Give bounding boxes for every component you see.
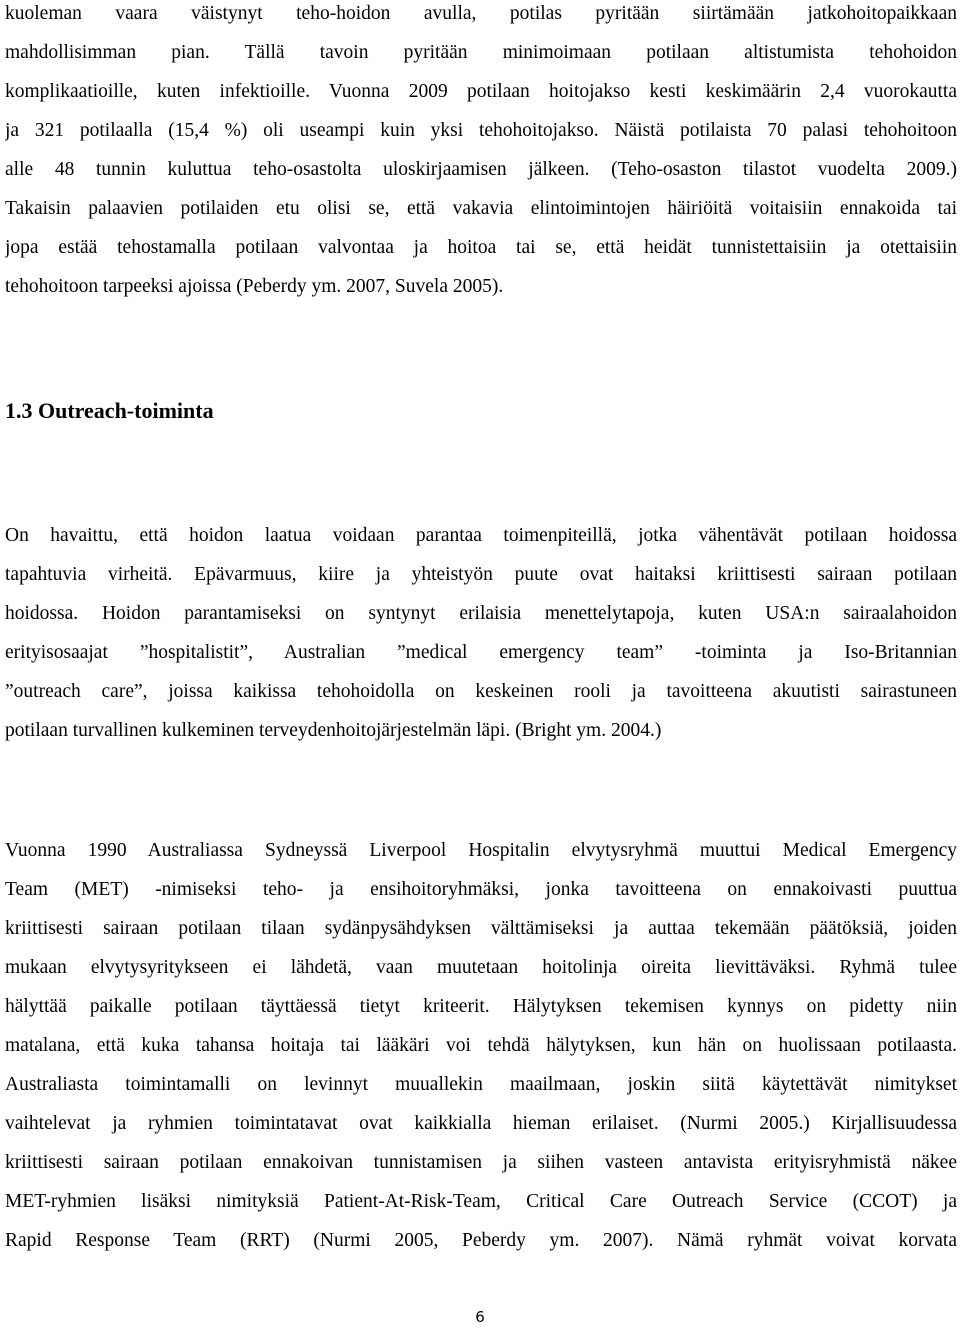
text-line: potilaan turvallinen kulkeminen terveydenhoitojärjestelmän läpi. (Bright ym. 2004.) bbox=[5, 720, 662, 741]
text-line: erityisosaajat ”hospitalistit”, Australian ”medical emergency team” -toiminta ja Iso-Britannian bbox=[5, 642, 957, 663]
text-line: hoidossa. Hoidon parantamiseksi on syntynyt erilaisia menettelytapoja, kuten USA:n sairaalahoidon bbox=[5, 603, 957, 624]
text-line: matalana, että kuka tahansa hoitaja tai lääkäri voi tehdä hälytyksen, kun hän on huolissaan potilaasta. bbox=[5, 1035, 957, 1056]
page-number: 6 bbox=[475, 1308, 485, 1326]
text-line: tapahtuvia virheitä. Epävarmuus, kiire ja yhteistyön puute ovat haitaksi kriittisesti sairaan potilaan bbox=[5, 564, 957, 585]
text-line: tehohoitoon tarpeeksi ajoissa (Peberdy ym. 2007, Suvela 2005). bbox=[5, 276, 504, 297]
text-line: ”outreach care”, joissa kaikissa tehohoidolla on keskeinen rooli ja tavoitteena akuutisti sairastuneen bbox=[5, 681, 957, 702]
text-line: ja 321 potilaalla (15,4 %) oli useampi kuin yksi tehohoitojakso. Näistä potilaista 70 palasi tehohoitoon bbox=[5, 120, 957, 141]
text-line: komplikaatioille, kuten infektioille. Vuonna 2009 potilaan hoitojakso kesti keskimäärin 2,4 vuorokautta bbox=[5, 81, 957, 102]
paragraph-outreach bbox=[5, 516, 957, 750]
text-line: Vuonna 1990 Australiassa Sydneyssä Liverpool Hospitalin elvytysryhmä muuttui Medical Emergency bbox=[5, 840, 957, 861]
text-line: kuoleman vaara väistynyt teho-hoidon avulla, potilas pyritään siirtämään jatkohoitopaikkaan bbox=[5, 3, 957, 24]
section-heading: 1.3 Outreach-toiminta bbox=[5, 398, 214, 423]
text-line: mahdollisimman pian. Tällä tavoin pyritään minimoimaan potilaan altistumista tehohoidon bbox=[5, 42, 957, 63]
text-line: On havaittu, että hoidon laatua voidaan parantaa toimenpiteillä, jotka vähentävät potilaan hoidossa bbox=[5, 525, 957, 546]
text-line: hälyttää paikalle potilaan täyttäessä tietyt kriteerit. Hälytyksen tekemisen kynnys on pidetty niin bbox=[5, 996, 957, 1017]
text-line: Team (MET) -nimiseksi teho- ja ensihoitoryhmäksi, jonka tavoitteena on ennakoivasti puuttua bbox=[5, 879, 957, 900]
text-line: alle 48 tunnin kuluttua teho-osastolta uloskirjaamisen jälkeen. (Teho-osaston tilastot vuodelta 2009.) bbox=[5, 159, 957, 180]
text-line: jopa estää tehostamalla potilaan valvontaa ja hoitoa tai se, että heidät tunnistettaisiin ja otettaisiin bbox=[5, 237, 957, 258]
text-line: Takaisin palaavien potilaiden etu olisi se, että vakavia elintoimintojen häiriöitä voitaisiin ennakoida tai bbox=[5, 198, 957, 219]
text-line: kriittisesti sairaan potilaan ennakoivan tunnistamisen ja siihen vasteen antavista erityisryhmistä näkee bbox=[5, 1152, 957, 1173]
paragraph-intro bbox=[5, 0, 957, 306]
text-line: mukaan elvytysyritykseen ei lähdetä, vaan muutetaan hoitolinja oireita lievittäväksi. Ryhmä tulee bbox=[5, 957, 957, 978]
text-line: kriittisesti sairaan potilaan tilaan sydänpysähdyksen välttämiseksi ja auttaa tekemään päätöksiä, joiden bbox=[5, 918, 957, 939]
paragraph-met-history bbox=[5, 831, 957, 1260]
text-line: MET-ryhmien lisäksi nimityksiä Patient-At-Risk-Team, Critical Care Outreach Service (CCOT) ja bbox=[5, 1191, 957, 1212]
text-line: Rapid Response Team (RRT) (Nurmi 2005, Peberdy ym. 2007). Nämä ryhmät voivat korvata bbox=[5, 1230, 957, 1251]
text-line: Australiasta toimintamalli on levinnyt muuallekin maailmaan, joskin siitä käytettävät nimitykset bbox=[5, 1074, 957, 1095]
text-line: vaihtelevat ja ryhmien toimintatavat ovat kaikkialla hieman erilaiset. (Nurmi 2005.) Kirjallisuudessa bbox=[5, 1113, 957, 1134]
